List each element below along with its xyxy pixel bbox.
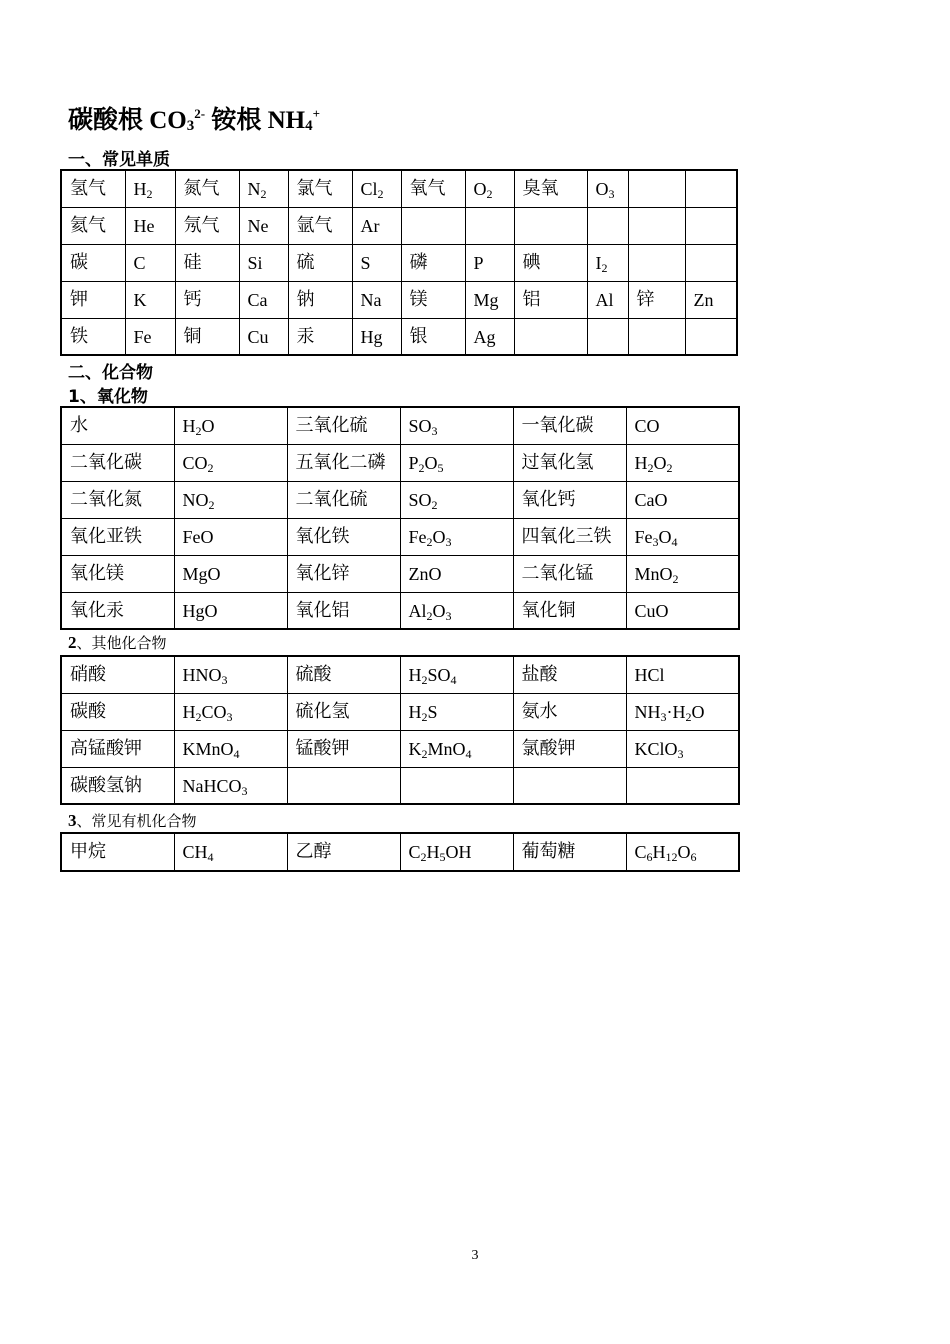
- substance-name-cell: 碘: [514, 244, 587, 281]
- table-row: [61, 656, 739, 693]
- substance-name-cell: 过氧化氢: [513, 444, 626, 481]
- chemical-formula-cell: K2MnO4: [400, 730, 513, 767]
- chemical-formula-cell: SO3: [400, 407, 513, 444]
- table-row: [61, 444, 739, 481]
- substance-name-cell: 氧化镁: [61, 555, 174, 592]
- substance-name-cell: 硫: [288, 244, 352, 281]
- chemical-formula-cell: CO: [626, 407, 739, 444]
- table-row: [61, 244, 737, 281]
- chemical-formula-cell: Ar: [352, 207, 401, 244]
- substance-name-cell: 二氧化氮: [61, 481, 174, 518]
- substance-name-cell: 一氧化碳: [513, 407, 626, 444]
- chemical-formula-cell: K: [125, 281, 175, 318]
- chemical-formula-cell: N2: [239, 170, 288, 207]
- elements-table: [60, 169, 738, 356]
- substance-name-cell: [628, 170, 685, 207]
- substance-name-cell: 硝酸: [61, 656, 174, 693]
- table-row: [61, 281, 737, 318]
- chemical-formula-cell: Fe3O4: [626, 518, 739, 555]
- chemical-formula-cell: H2SO4: [400, 656, 513, 693]
- chemical-formula-cell: Al: [587, 281, 628, 318]
- chemical-formula-cell: H2O: [174, 407, 287, 444]
- table-row: [61, 730, 739, 767]
- substance-name-cell: 四氧化三铁: [513, 518, 626, 555]
- chemical-formula-cell: H2O2: [626, 444, 739, 481]
- substance-name-cell: 硫化氢: [287, 693, 400, 730]
- substance-name-cell: 氯酸钾: [513, 730, 626, 767]
- chemical-formula-cell: Al2O3: [400, 592, 513, 629]
- subheading-number: 3: [68, 811, 77, 830]
- substance-name-cell: 磷: [401, 244, 465, 281]
- substance-name-cell: 氧化锌: [287, 555, 400, 592]
- chemical-formula-cell: CaO: [626, 481, 739, 518]
- substance-name-cell: 氦气: [61, 207, 125, 244]
- substance-name-cell: [628, 318, 685, 355]
- substance-name-cell: 氮气: [175, 170, 239, 207]
- chemical-formula-cell: Mg: [465, 281, 514, 318]
- chemical-formula-cell: C2H5OH: [400, 833, 513, 871]
- table-row: [61, 170, 737, 207]
- chemical-formula-cell: ZnO: [400, 555, 513, 592]
- substance-name-cell: 镁: [401, 281, 465, 318]
- chemical-formula-cell: HgO: [174, 592, 287, 629]
- substance-name-cell: 乙醇: [287, 833, 400, 871]
- section-heading-elements: 一、常见单质: [68, 150, 170, 170]
- chemical-formula-cell: H2CO3: [174, 693, 287, 730]
- chemical-formula-cell: C: [125, 244, 175, 281]
- substance-name-cell: [514, 207, 587, 244]
- subheading-text: 、其他化合物: [76, 634, 167, 652]
- table-row: [61, 767, 739, 804]
- chemical-formula-cell: KMnO4: [174, 730, 287, 767]
- subheading-oxides: 1、氧化物: [68, 387, 148, 407]
- chemical-formula-cell: FeO: [174, 518, 287, 555]
- substance-name-cell: 三氧化硫: [287, 407, 400, 444]
- chemical-formula-cell: CO2: [174, 444, 287, 481]
- substance-name-cell: 氧化铁: [287, 518, 400, 555]
- substance-name-cell: [628, 244, 685, 281]
- substance-name-cell: 铜: [175, 318, 239, 355]
- chemical-formula-cell: [685, 318, 737, 355]
- substance-name-cell: 碳酸: [61, 693, 174, 730]
- chemical-formula-cell: CuO: [626, 592, 739, 629]
- substance-name-cell: 钠: [288, 281, 352, 318]
- substance-name-cell: 硅: [175, 244, 239, 281]
- chemical-formula-cell: [587, 318, 628, 355]
- chemical-formula-cell: He: [125, 207, 175, 244]
- chemical-formula-cell: MgO: [174, 555, 287, 592]
- section-heading-compounds: 二、化合物: [68, 363, 153, 383]
- chemical-formula-cell: NH3·H2O: [626, 693, 739, 730]
- substance-name-cell: 氩气: [288, 207, 352, 244]
- chemical-formula-cell: I2: [587, 244, 628, 281]
- title-ammonium: 铵根 NH: [205, 107, 306, 134]
- chemical-formula-cell: Hg: [352, 318, 401, 355]
- table-row: [61, 518, 739, 555]
- chemical-formula-cell: CH4: [174, 833, 287, 871]
- chemical-formula-cell: Fe2O3: [400, 518, 513, 555]
- chemical-formula-cell: Na: [352, 281, 401, 318]
- chemical-formula-cell: P2O5: [400, 444, 513, 481]
- chemical-formula-cell: O3: [587, 170, 628, 207]
- substance-name-cell: 氨水: [513, 693, 626, 730]
- chemical-formula-cell: Si: [239, 244, 288, 281]
- substance-name-cell: 盐酸: [513, 656, 626, 693]
- table-row: [61, 207, 737, 244]
- chemical-formula-cell: Zn: [685, 281, 737, 318]
- table-row: [61, 407, 739, 444]
- title-carbonate-sup: 2-: [194, 106, 206, 121]
- subheading-other-compounds: [68, 632, 167, 653]
- chemical-formula-cell: [400, 767, 513, 804]
- title-ammonium-sup: +: [312, 106, 321, 121]
- substance-name-cell: 臭氧: [514, 170, 587, 207]
- substance-name-cell: 甲烷: [61, 833, 174, 871]
- organic-compounds-table: [60, 832, 740, 872]
- table-row: [61, 481, 739, 518]
- chemical-formula-cell: MnO2: [626, 555, 739, 592]
- chemical-formula-cell: NaHCO3: [174, 767, 287, 804]
- page-number: 3: [471, 1248, 479, 1263]
- table-row: [61, 555, 739, 592]
- substance-name-cell: 五氧化二磷: [287, 444, 400, 481]
- substance-name-cell: 二氧化碳: [61, 444, 174, 481]
- chemical-formula-cell: S: [352, 244, 401, 281]
- chemical-formula-cell: Ca: [239, 281, 288, 318]
- chemical-formula-cell: H2S: [400, 693, 513, 730]
- chemical-formula-cell: [685, 170, 737, 207]
- subheading-organic-compounds: [68, 810, 197, 831]
- substance-name-cell: 氧化钙: [513, 481, 626, 518]
- substance-name-cell: 钙: [175, 281, 239, 318]
- chemical-formula-cell: O2: [465, 170, 514, 207]
- chemical-formula-cell: SO2: [400, 481, 513, 518]
- substance-name-cell: 银: [401, 318, 465, 355]
- substance-name-cell: 氧气: [401, 170, 465, 207]
- chemical-formula-cell: Ag: [465, 318, 514, 355]
- table-row: [61, 693, 739, 730]
- substance-name-cell: 二氧化锰: [513, 555, 626, 592]
- substance-name-cell: 水: [61, 407, 174, 444]
- title-carbonate: 碳酸根 CO: [68, 107, 187, 134]
- title-carbonate-sub: 3: [186, 118, 195, 134]
- substance-name-cell: 葡萄糖: [513, 833, 626, 871]
- substance-name-cell: 氯气: [288, 170, 352, 207]
- substance-name-cell: [514, 318, 587, 355]
- substance-name-cell: 碳: [61, 244, 125, 281]
- substance-name-cell: 锰酸钾: [287, 730, 400, 767]
- substance-name-cell: [628, 207, 685, 244]
- substance-name-cell: 氧化铜: [513, 592, 626, 629]
- other-compounds-table: [60, 655, 740, 805]
- chemical-formula-cell: H2: [125, 170, 175, 207]
- table-row: [61, 592, 739, 629]
- subheading-text: 、常见有机化合物: [76, 812, 197, 830]
- chemical-formula-cell: [685, 244, 737, 281]
- substance-name-cell: 高锰酸钾: [61, 730, 174, 767]
- chemical-formula-cell: C6H12O6: [626, 833, 739, 871]
- chemical-formula-cell: [626, 767, 739, 804]
- substance-name-cell: 氧化亚铁: [61, 518, 174, 555]
- substance-name-cell: [287, 767, 400, 804]
- substance-name-cell: 氧化汞: [61, 592, 174, 629]
- substance-name-cell: [513, 767, 626, 804]
- substance-name-cell: 铁: [61, 318, 125, 355]
- substance-name-cell: 氧化铝: [287, 592, 400, 629]
- substance-name-cell: 二氧化硫: [287, 481, 400, 518]
- substance-name-cell: 碳酸氢钠: [61, 767, 174, 804]
- substance-name-cell: 氢气: [61, 170, 125, 207]
- chemical-formula-cell: [587, 207, 628, 244]
- table-row: [61, 833, 739, 871]
- chemical-formula-cell: Cl2: [352, 170, 401, 207]
- title-ammonium-sub: 4: [305, 118, 313, 134]
- chemical-formula-cell: Ne: [239, 207, 288, 244]
- substance-name-cell: [401, 207, 465, 244]
- chemical-formula-cell: P: [465, 244, 514, 281]
- substance-name-cell: 氖气: [175, 207, 239, 244]
- substance-name-cell: 铝: [514, 281, 587, 318]
- chemical-formula-cell: [685, 207, 737, 244]
- chemical-formula-cell: HCl: [626, 656, 739, 693]
- chemical-formula-cell: [465, 207, 514, 244]
- substance-name-cell: 锌: [628, 281, 685, 318]
- table-row: [61, 318, 737, 355]
- oxides-table: [60, 406, 740, 630]
- chemical-formula-cell: HNO3: [174, 656, 287, 693]
- substance-name-cell: 钾: [61, 281, 125, 318]
- chemical-formula-cell: KClO3: [626, 730, 739, 767]
- page-title: [68, 100, 320, 136]
- chemical-formula-cell: Cu: [239, 318, 288, 355]
- subheading-number: 2: [68, 633, 77, 652]
- chemical-formula-cell: Fe: [125, 318, 175, 355]
- chemical-formula-cell: NO2: [174, 481, 287, 518]
- substance-name-cell: 硫酸: [287, 656, 400, 693]
- substance-name-cell: 汞: [288, 318, 352, 355]
